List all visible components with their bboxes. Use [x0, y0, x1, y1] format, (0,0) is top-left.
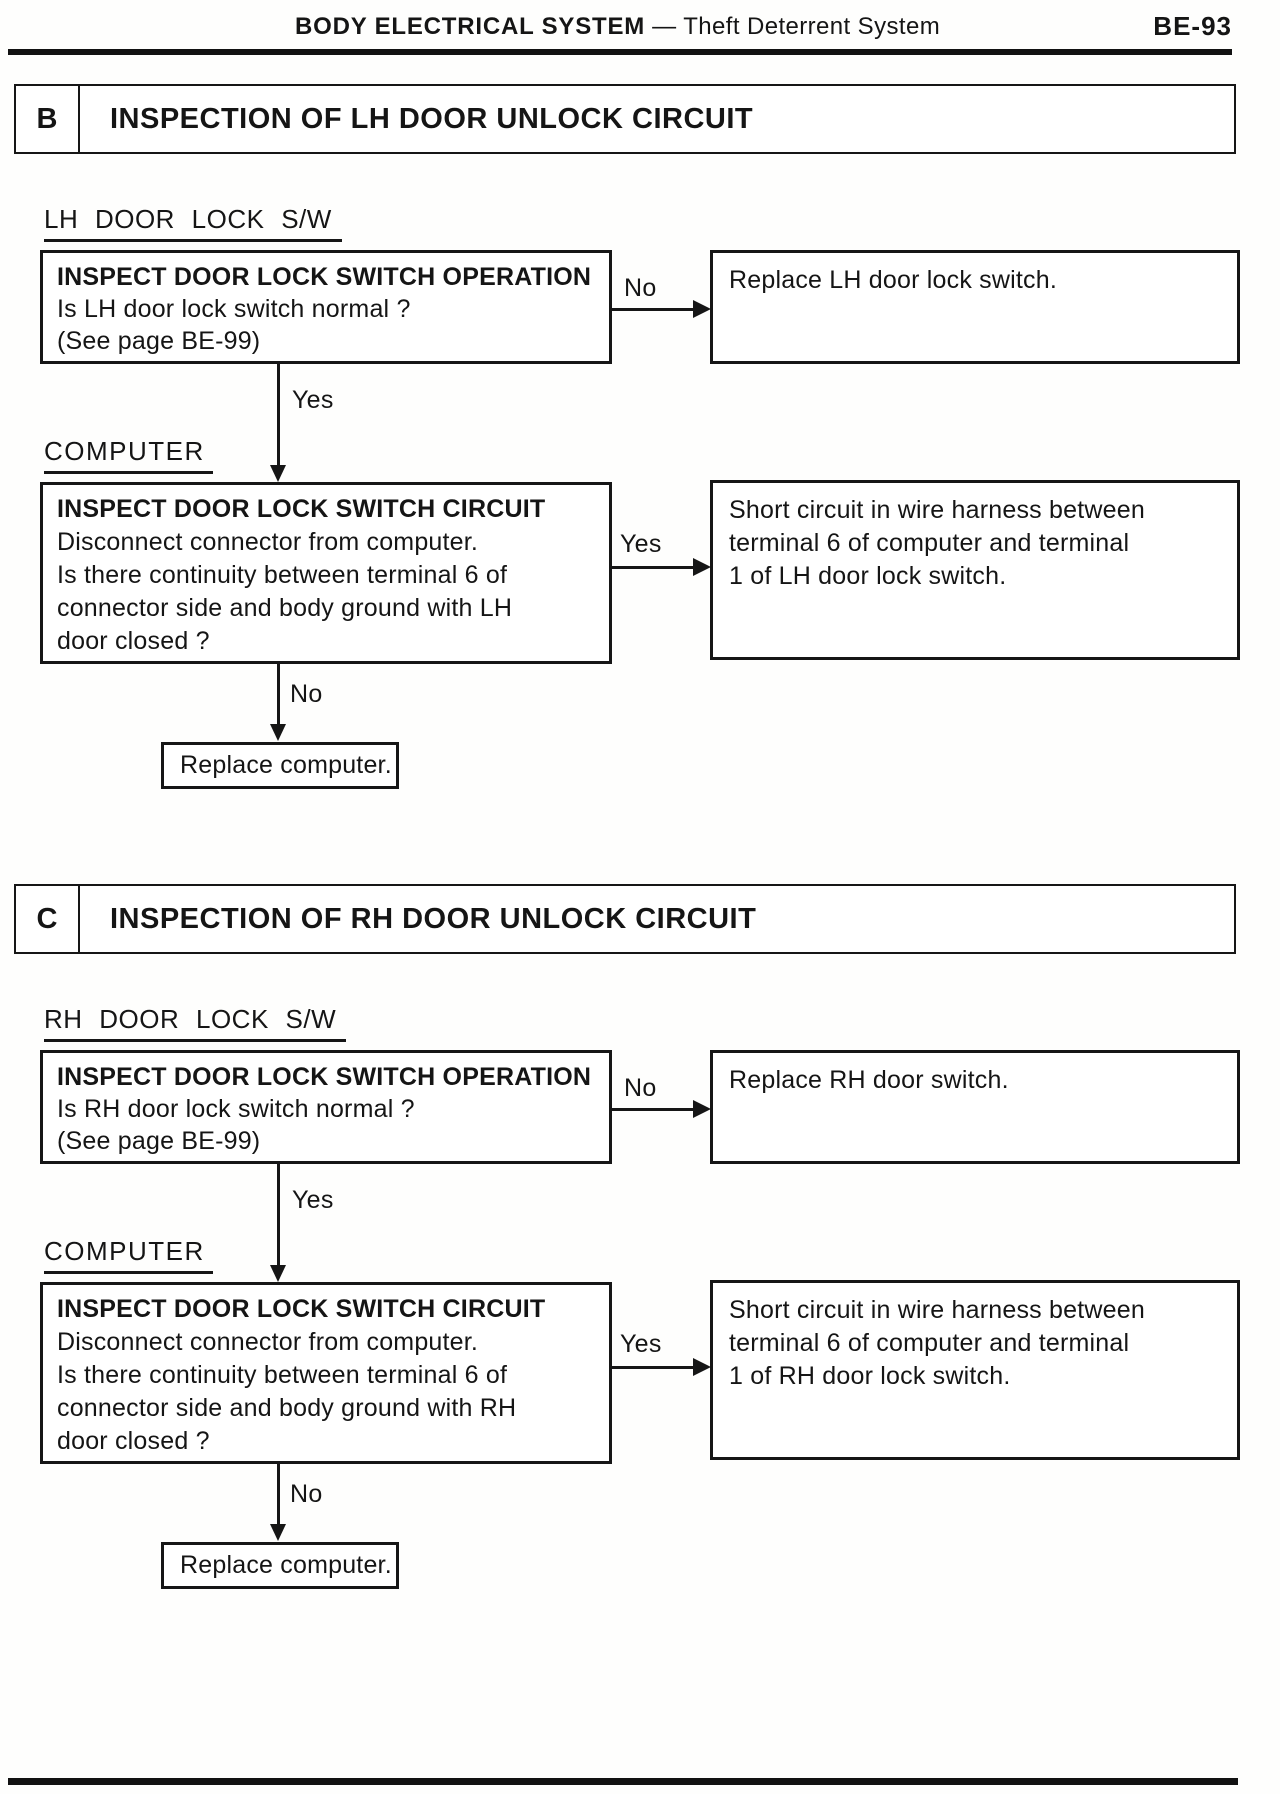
yes-branch-connector [277, 364, 280, 468]
step2-box [40, 1282, 612, 1464]
yes-branch-label: Yes [292, 386, 334, 414]
step2-box [40, 482, 612, 664]
yes-branch-label: Yes [292, 1186, 334, 1214]
section-lh-door-unlock-circuit [0, 84, 1280, 874]
footer-rule [8, 1778, 1238, 1785]
step2-yes-result-box [710, 480, 1240, 660]
yes-branch-connector [611, 1366, 697, 1369]
step2-line: Is there continuity between terminal 6 of [57, 1361, 508, 1389]
arrow-right-icon [693, 1100, 711, 1118]
no-branch-label: No [624, 274, 657, 302]
replace-computer-box [161, 742, 399, 789]
arrow-down-icon [270, 1265, 286, 1282]
no-branch-label: No [290, 1480, 323, 1508]
yes-branch-label: Yes [620, 530, 662, 558]
no-branch-connector [277, 1464, 280, 1526]
page-number: BE-93 [1153, 11, 1232, 41]
step1-box [40, 250, 612, 364]
step1-question: Is LH door lock switch normal ? [57, 295, 411, 323]
step2-yes-result-box [710, 1280, 1240, 1460]
arrow-down-icon [270, 465, 286, 482]
step2-line: Disconnect connector from computer. [57, 528, 479, 556]
section-header-bar [14, 884, 1236, 954]
arrow-down-icon [270, 724, 286, 741]
step1-reference: (See page BE-99) [57, 1127, 261, 1155]
step2-yes-result-line: terminal 6 of computer and terminal [729, 529, 1130, 557]
step1-title: INSPECT DOOR LOCK SWITCH OPERATION [57, 1063, 592, 1091]
switch-label: RH DOOR LOCK S/W [44, 1004, 346, 1042]
step2-title: INSPECT DOOR LOCK SWITCH CIRCUIT [57, 495, 546, 523]
switch-label: LH DOOR LOCK S/W [44, 204, 342, 242]
step1-title: INSPECT DOOR LOCK SWITCH OPERATION [57, 263, 592, 291]
section-rh-door-unlock-circuit [0, 884, 1280, 1684]
page-header-title [295, 13, 940, 41]
yes-branch-label: Yes [620, 1330, 662, 1358]
header-rule [8, 49, 1232, 55]
header-title-secondary: — Theft Deterrent System [652, 13, 941, 40]
replace-computer-box [161, 1542, 399, 1589]
no-branch-label: No [290, 680, 323, 708]
computer-label: COMPUTER [44, 436, 213, 474]
arrow-right-icon [693, 300, 711, 318]
no-branch-connector [611, 1108, 697, 1111]
section-header-bar [14, 84, 1236, 154]
step2-yes-result-line: Short circuit in wire harness between [729, 1296, 1145, 1324]
section-letter: B [16, 86, 80, 152]
arrow-right-icon [693, 558, 711, 576]
yes-branch-connector [277, 1164, 280, 1268]
no-branch-connector [611, 308, 697, 311]
no-branch-label: No [624, 1074, 657, 1102]
replace-computer-text: Replace computer. [180, 1551, 392, 1579]
section-title: INSPECTION OF LH DOOR UNLOCK CIRCUIT [110, 102, 754, 135]
step1-reference: (See page BE-99) [57, 327, 261, 355]
step2-line: Is there continuity between terminal 6 of [57, 561, 508, 589]
arrow-right-icon [693, 1358, 711, 1376]
step1-no-result-text: Replace RH door switch. [729, 1066, 1009, 1094]
step1-no-result-text: Replace LH door lock switch. [729, 266, 1057, 294]
step2-yes-result-line: 1 of LH door lock switch. [729, 562, 1007, 590]
step2-line: door closed ? [57, 627, 210, 655]
step2-yes-result-line: terminal 6 of computer and terminal [729, 1329, 1130, 1357]
replace-computer-text: Replace computer. [180, 751, 392, 779]
step2-line: connector side and body ground with RH [57, 1394, 517, 1422]
step1-box [40, 1050, 612, 1164]
step1-no-result-box [710, 1050, 1240, 1164]
step2-yes-result-line: 1 of RH door lock switch. [729, 1362, 1011, 1390]
step2-line: connector side and body ground with LH [57, 594, 513, 622]
step2-line: door closed ? [57, 1427, 210, 1455]
computer-label: COMPUTER [44, 1236, 213, 1274]
step1-no-result-box [710, 250, 1240, 364]
step2-line: Disconnect connector from computer. [57, 1328, 479, 1356]
step1-question: Is RH door lock switch normal ? [57, 1095, 415, 1123]
step2-yes-result-line: Short circuit in wire harness between [729, 496, 1145, 524]
header-title-primary: BODY ELECTRICAL SYSTEM [295, 13, 646, 40]
yes-branch-connector [611, 566, 697, 569]
no-branch-connector [277, 664, 280, 726]
step2-title: INSPECT DOOR LOCK SWITCH CIRCUIT [57, 1295, 546, 1323]
section-letter: C [16, 886, 80, 952]
arrow-down-icon [270, 1524, 286, 1541]
section-title: INSPECTION OF RH DOOR UNLOCK CIRCUIT [110, 902, 757, 935]
